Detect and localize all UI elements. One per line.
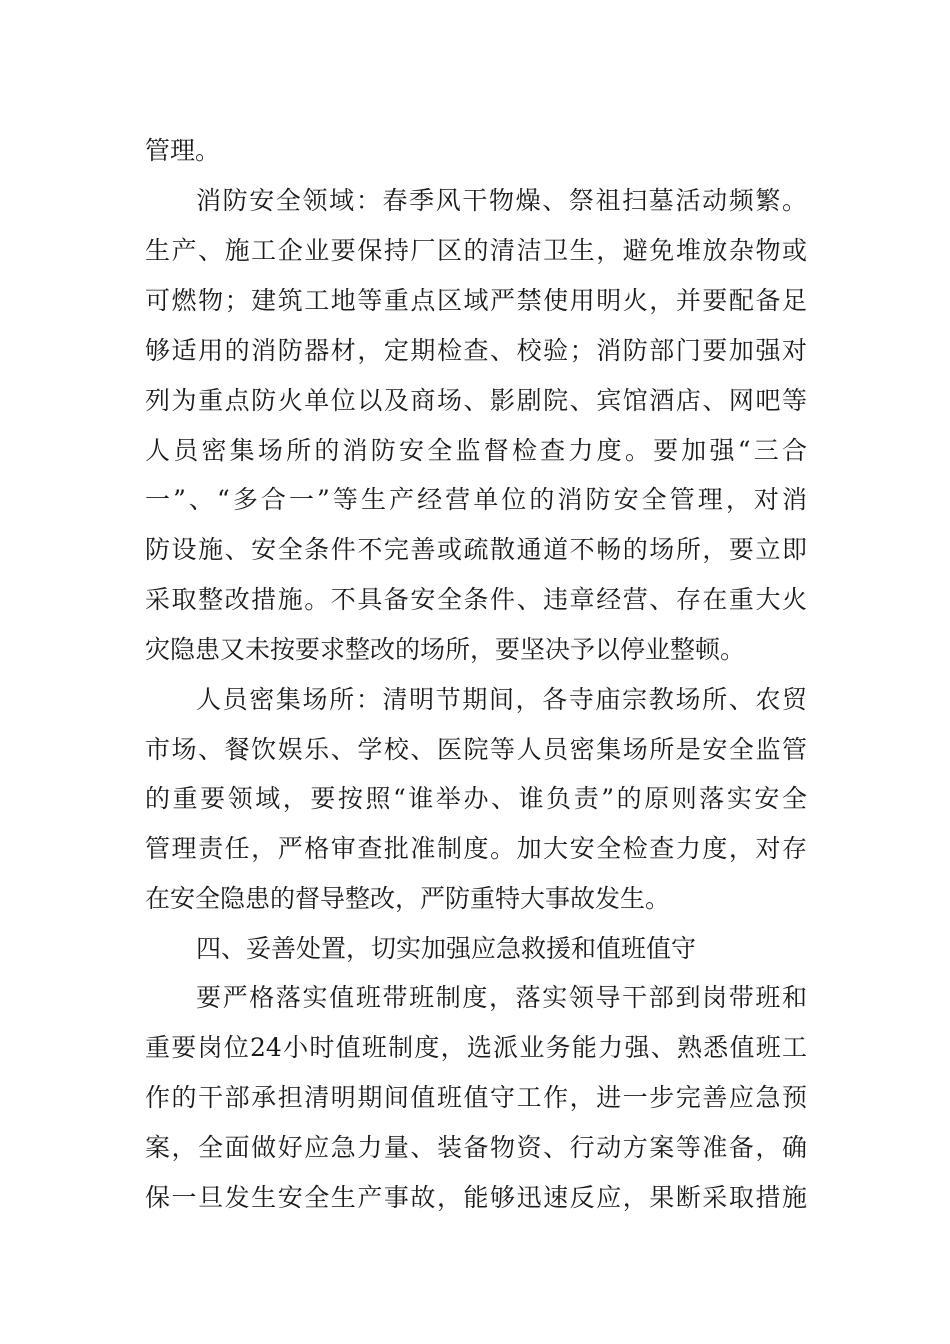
text-line-18: 要严格落实值班带班制度，落实领导干部到岗带班和 bbox=[196, 983, 807, 1012]
text-line-16: 在安全隐患的督导整改，严防重特大事故发生。 bbox=[145, 884, 671, 913]
text-line-21: 案，全面做好应急力量、装备物资、行动方案等准备，确 bbox=[145, 1133, 807, 1162]
text-line-6: 列为重点防火单位以及商场、影剧院、宾馆酒店、网吧等 bbox=[145, 386, 807, 415]
text-line-1: 管理。 bbox=[145, 136, 221, 165]
text-line-8: 一”、“多合一”等生产经营单位的消防安全管理，对消 bbox=[145, 485, 807, 514]
text-line-11: 灾隐患又未按要求整改的场所，要坚决予以停业整顿。 bbox=[145, 635, 746, 664]
text-line-15: 管理责任，严格审查批准制度。加大安全检查力度，对存 bbox=[145, 834, 807, 863]
text-line-2: 消防安全领域：春季风干物燥、祭祖扫墓活动频繁。 bbox=[196, 186, 807, 215]
text-line-10: 采取整改措施。不具备安全条件、违章经营、存在重大火 bbox=[145, 585, 807, 614]
text-line-13: 市场、餐饮娱乐、学校、医院等人员密集场所是安全监管 bbox=[145, 735, 807, 764]
text-line-14: 的重要领域，要按照“谁举办、谁负责”的原则落实安全 bbox=[145, 784, 807, 813]
text-line-12: 人员密集场所：清明节期间，各寺庙宗教场所、农贸 bbox=[196, 685, 807, 714]
text-line-4: 可燃物；建筑工地等重点区域严禁使用明火，并要配备足 bbox=[145, 286, 807, 315]
text-line-22: 保一旦发生安全生产事故，能够迅速反应，果断采取措施 bbox=[145, 1183, 807, 1212]
text-line-20: 作的干部承担清明期间值班值守工作，进一步完善应急预 bbox=[145, 1083, 807, 1112]
text-line-9: 防设施、安全条件不完善或疏散通道不畅的场所，要立即 bbox=[145, 535, 807, 564]
text-line-7: 人员密集场所的消防安全监督检查力度。要加强“三合 bbox=[145, 436, 807, 465]
section-heading: 四、妥善处置，切实加强应急救援和值班值守 bbox=[196, 934, 697, 963]
text-line-3: 生产、施工企业要保持厂区的清洁卫生，避免堆放杂物或 bbox=[145, 236, 807, 265]
text-line-5: 够适用的消防器材，定期检查、校验；消防部门要加强对 bbox=[145, 336, 807, 365]
text-line-19: 重要岗位24小时值班制度，选派业务能力强、熟悉值班工 bbox=[145, 1033, 807, 1062]
